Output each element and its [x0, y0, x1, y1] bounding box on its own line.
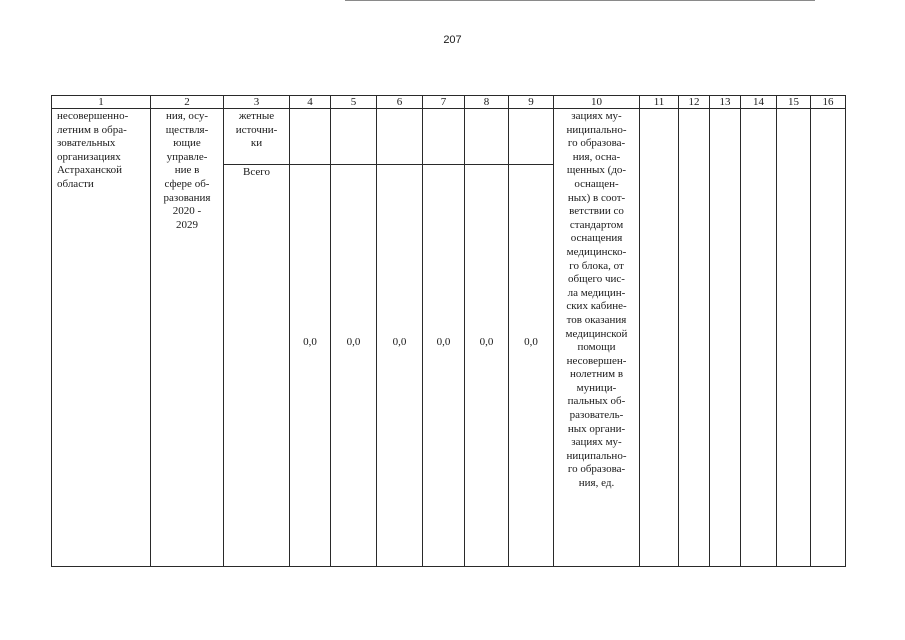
header-cell: 6 [377, 96, 423, 109]
header-cell: 16 [811, 96, 846, 109]
data-table [51, 95, 846, 567]
header-cell: 4 [290, 96, 331, 109]
value-text: 0,0 [346, 335, 361, 348]
header-cell: 8 [465, 96, 509, 109]
empty-cell [377, 109, 423, 165]
value-text: 0,0 [524, 335, 538, 348]
header-cell: 1 [52, 96, 151, 109]
header-cell: 2 [151, 96, 224, 109]
funding-source-cell: жетные источни- ки [224, 109, 290, 165]
responsible-executor-cell: ния, осу- ществля- ющие управле- ние в сфере об- разования 2020 - 2029 [151, 109, 224, 567]
header-cell: 3 [224, 96, 290, 109]
value-text: 0,0 [479, 335, 494, 348]
scan-edge-line [345, 0, 815, 1]
header-cell: 13 [710, 96, 741, 109]
empty-cell [640, 109, 679, 567]
value-cell [377, 165, 423, 567]
total-label-cell: Всего [224, 165, 290, 567]
header-cell: 10 [554, 96, 640, 109]
value-text: 0,0 [436, 335, 451, 348]
empty-cell [777, 109, 811, 567]
empty-cell [811, 109, 846, 567]
value-text: 0,0 [392, 335, 407, 348]
header-cell: 14 [741, 96, 777, 109]
table-row [52, 109, 846, 165]
empty-cell [465, 109, 509, 165]
header-cell: 9 [509, 96, 554, 109]
value-cell [465, 165, 509, 567]
value-cell [509, 165, 554, 567]
header-cell: 11 [640, 96, 679, 109]
value-cell [423, 165, 465, 567]
empty-cell [290, 109, 331, 165]
table-header-row [52, 96, 846, 109]
header-cell: 15 [777, 96, 811, 109]
empty-cell [741, 109, 777, 567]
empty-cell [423, 109, 465, 165]
value-text: 0,0 [303, 335, 317, 348]
empty-cell [679, 109, 710, 567]
empty-cell [509, 109, 554, 165]
header-cell: 7 [423, 96, 465, 109]
header-cell: 12 [679, 96, 710, 109]
header-cell: 5 [331, 96, 377, 109]
value-cell [331, 165, 377, 567]
page-number: 207 [443, 34, 462, 46]
empty-cell [710, 109, 741, 567]
indicator-description-cell: зациях му- ниципально- го образова- ния, осна- щенных (до- оснащен- ных) в соот- ветствии со стандартом оснащения медицинско- го блока, от общего чис- ла медицин- ских кабине- тов оказания медицинской помощи несовершен- нолетним в муници- пальных об- разователь- ных органи- зациях му- ниципально- го образова- ния, ед. [554, 109, 640, 567]
value-cell [290, 165, 331, 567]
indicator-name-cell: несовершенно- летним в обра- зовательных организациях Астраханской области [52, 109, 151, 567]
empty-cell [331, 109, 377, 165]
